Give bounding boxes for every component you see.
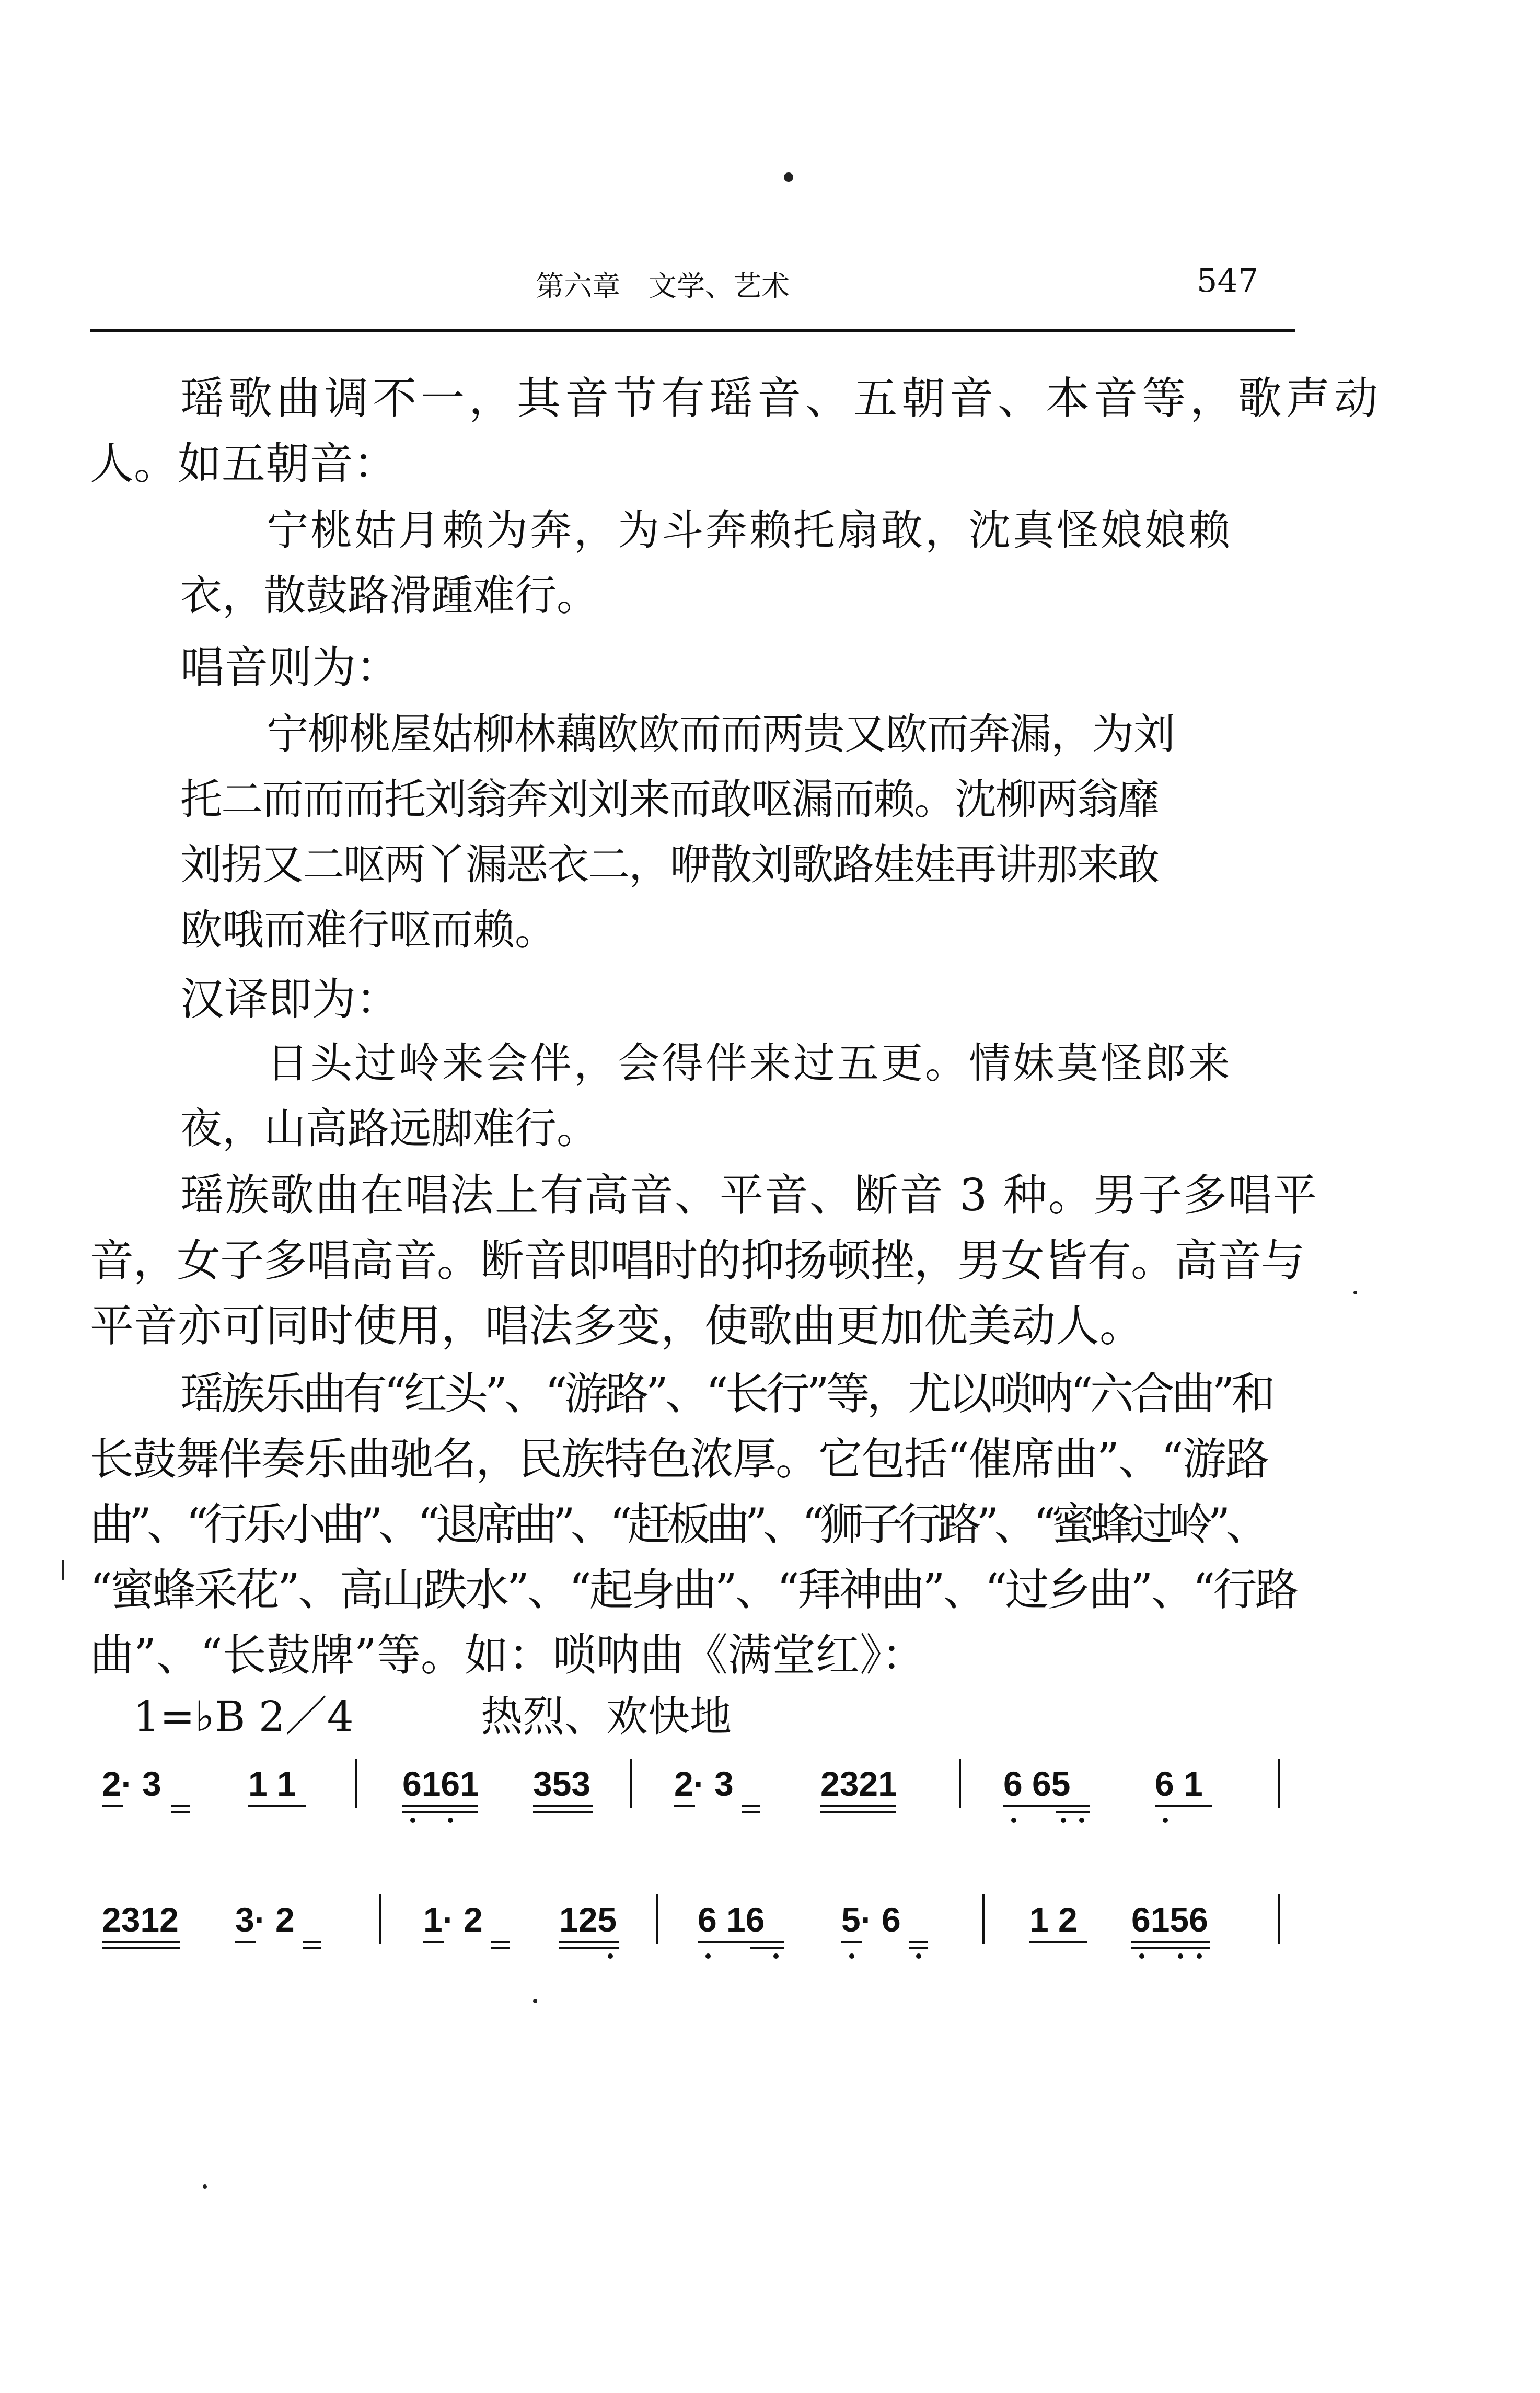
paragraph-3: 汉译即为： xyxy=(180,974,400,1025)
lower-octave-dot xyxy=(849,1953,854,1959)
note-group: 1 1 xyxy=(248,1764,296,1803)
note-underline xyxy=(698,1941,784,1943)
note-underline xyxy=(674,1805,695,1807)
note-underline xyxy=(248,1805,306,1807)
note-underline xyxy=(423,1941,444,1943)
verse-1-line-2: 衣，散鼓路滑踵难行。 xyxy=(180,571,598,620)
bar-line xyxy=(656,1894,658,1944)
bar-line xyxy=(379,1894,381,1944)
note-group: 2321 xyxy=(820,1764,897,1803)
page-number: 547 xyxy=(1197,261,1259,299)
note-underline xyxy=(402,1805,478,1807)
bar-line xyxy=(1278,1894,1280,1944)
score-key-signature: 1=♭B 2／4 xyxy=(133,1692,354,1741)
verse-2-line-3: 刘拐又二呕两丫漏恶衣二，咿散刘歌路娃娃再讲那来敢 xyxy=(180,840,1159,889)
lower-octave-dot xyxy=(410,1818,415,1823)
note-underline xyxy=(1155,1805,1212,1807)
note-underline xyxy=(909,1941,928,1943)
note-group: 6 1 xyxy=(1155,1764,1203,1803)
note-underline xyxy=(742,1805,760,1807)
note-underline xyxy=(909,1947,928,1949)
note-group: 1· 2 xyxy=(423,1900,483,1939)
note-group: 2· 3 xyxy=(674,1764,734,1803)
note-underline xyxy=(171,1811,190,1813)
note-group: 3· 2 xyxy=(235,1900,295,1939)
paragraph-4-line-2: 音，女子多唱高音。断音即唱时的抑扬顿挫，男女皆有。高音与 xyxy=(90,1235,1305,1286)
paragraph-5-line-4: “蜜蜂采花”、高山跌水”、“起身曲”、“拜神曲”、“过乡曲”、“行路 xyxy=(90,1564,1297,1615)
note-underline xyxy=(750,1947,784,1949)
lower-octave-dot xyxy=(1163,1818,1168,1823)
running-header: 第六章 文学、艺术 xyxy=(536,270,790,303)
lower-octave-dot xyxy=(1197,1953,1202,1959)
note-underline xyxy=(559,1947,619,1949)
scan-speck xyxy=(1353,1291,1357,1294)
note-underline xyxy=(1003,1805,1090,1807)
bar-line xyxy=(355,1759,357,1808)
note-underline xyxy=(303,1947,321,1949)
paragraph-5-line-3: 曲”、“行乐小曲”、“退席曲”、“赶板曲”、“狮子行路”、“蜜蜂过岭”、 xyxy=(90,1499,1265,1550)
note-underline xyxy=(841,1941,862,1943)
paragraph-1-line-1: 瑶歌曲调不一，其音节有瑶音、五朝音、本音等，歌声动 xyxy=(180,373,1383,424)
verse-2-line-4: 欧哦而难行呕而赖。 xyxy=(180,906,557,954)
verse-2-line-2: 托二而而而托刘翁奔刘刘来而敢呕漏而赖。沈柳两翁靡 xyxy=(180,775,1159,824)
note-underline xyxy=(303,1941,321,1943)
note-underline xyxy=(533,1811,593,1813)
note-group: 6156 xyxy=(1131,1900,1208,1939)
bar-line xyxy=(982,1894,985,1944)
verse-3-line-2: 夜，山高路远脚难行。 xyxy=(180,1104,598,1153)
header-rule xyxy=(90,329,1295,332)
note-underline xyxy=(533,1805,593,1807)
note-underline xyxy=(491,1941,510,1943)
lower-octave-dot xyxy=(608,1953,613,1959)
lower-octave-dot xyxy=(448,1818,453,1823)
note-group: 125 xyxy=(559,1900,617,1939)
scan-speck xyxy=(62,1560,64,1580)
paragraph-1-line-2: 人。如五朝音： xyxy=(90,438,398,489)
score-row-2 xyxy=(94,1897,1296,1991)
paragraph-4-line-1: 瑶族歌曲在唱法上有高音、平音、断音 3 种。男子多唱平 xyxy=(180,1170,1318,1221)
scan-speck xyxy=(203,2184,207,2189)
note-group: 2· 3 xyxy=(102,1764,161,1803)
note-underline xyxy=(102,1941,180,1943)
note-group: 6 16 xyxy=(698,1900,765,1939)
note-group: 2312 xyxy=(102,1900,179,1939)
paragraph-5-line-1: 瑶族乐曲有“红头”、“游路”、“长行”等，尤以唢呐“六合曲”和 xyxy=(180,1368,1272,1419)
verse-3-line-1: 日头过岭来会伴，会得伴来过五更。情妹莫怪郎来 xyxy=(267,1039,1232,1088)
note-underline xyxy=(171,1805,190,1807)
note-underline xyxy=(742,1811,760,1813)
paragraph-5-line-5: 曲”、“长鼓牌”等。如：唢呐曲《满堂红》： xyxy=(90,1629,925,1681)
score-row-1 xyxy=(94,1761,1296,1855)
paragraph-2: 唱音则为： xyxy=(180,642,400,693)
lower-octave-dot xyxy=(1178,1953,1183,1959)
note-group: 353 xyxy=(533,1764,591,1803)
bar-line xyxy=(630,1759,632,1808)
note-underline xyxy=(402,1811,478,1813)
bar-line xyxy=(1278,1759,1280,1808)
note-underline xyxy=(559,1941,619,1943)
note-underline xyxy=(820,1805,896,1807)
scan-speck xyxy=(784,172,793,182)
lower-octave-dot xyxy=(773,1953,779,1959)
lower-octave-dot xyxy=(705,1953,711,1959)
paragraph-5-line-2: 长鼓舞伴奏乐曲驰名，民族特色浓厚。它包括“催席曲”、“游路 xyxy=(90,1434,1268,1485)
lower-octave-dot xyxy=(916,1953,921,1959)
lower-octave-dot xyxy=(1011,1818,1016,1823)
scan-speck xyxy=(533,1999,537,2003)
verse-2-line-1: 宁柳桃屋姑柳林藕欧欧而而两贵又欧而奔漏，为刘 xyxy=(267,710,1175,758)
note-underline xyxy=(820,1811,896,1813)
lower-octave-dot xyxy=(1139,1953,1144,1959)
note-underline xyxy=(1056,1811,1090,1813)
paragraph-4-line-3: 平音亦可同时使用，唱法多变，使歌曲更加优美动人。 xyxy=(90,1300,1144,1351)
note-group: 1 2 xyxy=(1029,1900,1078,1939)
note-underline xyxy=(102,1947,180,1949)
note-underline xyxy=(102,1805,123,1807)
note-underline xyxy=(1131,1947,1210,1949)
score-tempo-marking: 热烈、欢快地 xyxy=(481,1692,732,1741)
note-underline xyxy=(1029,1941,1087,1943)
lower-octave-dot xyxy=(1061,1818,1066,1823)
note-underline xyxy=(1131,1941,1210,1943)
note-group: 6 65 xyxy=(1003,1764,1071,1803)
note-group: 6161 xyxy=(402,1764,479,1803)
lower-octave-dot xyxy=(1079,1818,1084,1823)
note-underline xyxy=(491,1947,510,1949)
note-group: 5· 6 xyxy=(841,1900,901,1939)
verse-1-line-1: 宁桃姑月赖为奔，为斗奔赖托扇敢，沈真怪娘娘赖 xyxy=(267,506,1232,554)
bar-line xyxy=(959,1759,961,1808)
note-underline xyxy=(235,1941,256,1943)
